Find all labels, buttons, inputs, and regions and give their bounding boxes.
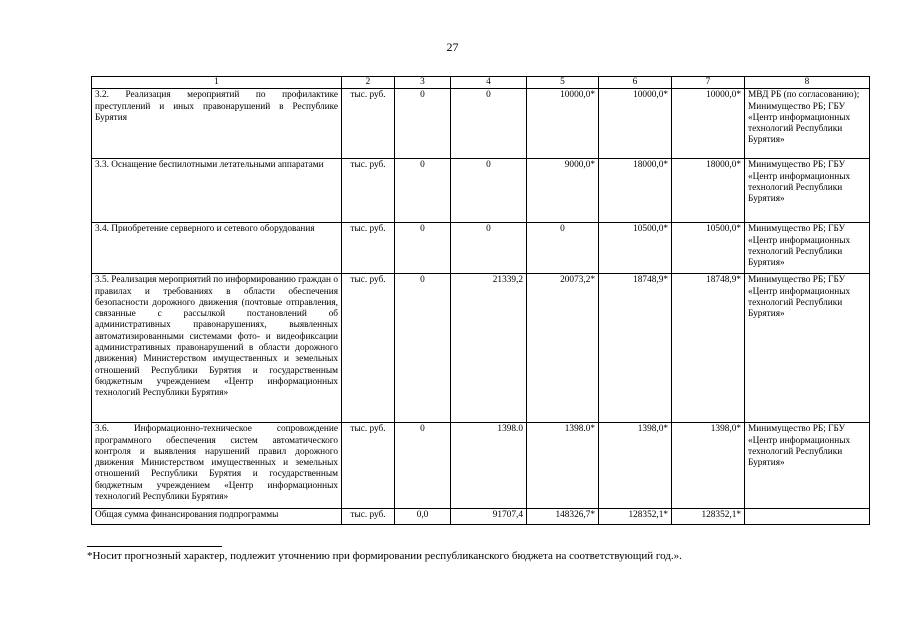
responsible-cell: МВД РБ (по согласованию); Минимущество РБ; ГБУ «Центр информационных технологий Республики Бурятия» bbox=[745, 89, 870, 159]
unit-cell: тыс. руб. bbox=[342, 423, 395, 509]
responsible-cell: Минимущество РБ; ГБУ «Центр информационных технологий Республики Бурятия» bbox=[745, 159, 870, 223]
measure-description: 3.5. Реализация мероприятий по информированию граждан о правилах и требованиях в области обеспечения безопасности дорожного движения (почтовые отправления, связанные с рассылкой постановлений об административных правонарушениях, выявленных автоматизированными системами фото- и видеофиксации административных правонарушений в области дорожного движения) Министерством имущественных и земельных отношений Республики Бурятия и государственным бюджетным учреждением «Центр информационных технологий Республики Бурятия» bbox=[92, 274, 342, 423]
value-cell: 18000,0* bbox=[672, 159, 745, 223]
value-cell: 18000,0* bbox=[599, 159, 672, 223]
value-cell: 0 bbox=[395, 274, 451, 423]
value-cell: 10000,0* bbox=[672, 89, 745, 159]
value-cell: 18748,9* bbox=[599, 274, 672, 423]
footnote: *Носит прогнозный характер, подлежит уточнению при формировании республиканского бюджета на соответствующий год.». bbox=[87, 550, 682, 562]
total-row bbox=[92, 509, 870, 525]
measure-description: 3.3. Оснащение беспилотными летательными аппаратами bbox=[92, 159, 342, 223]
value-cell: 10500,0* bbox=[672, 223, 745, 274]
unit-cell: тыс. руб. bbox=[342, 274, 395, 423]
value-cell: 1398.0* bbox=[527, 423, 599, 509]
measure-description: 3.2. Реализация мероприятий по профилактике преступлений и иных правонарушений в Республике Бурятия bbox=[92, 89, 342, 159]
value-cell: 0 bbox=[527, 223, 599, 274]
column-header: 1 bbox=[92, 77, 342, 89]
column-header: 3 bbox=[395, 77, 451, 89]
value-cell: 0 bbox=[395, 159, 451, 223]
value-cell: 10500,0* bbox=[599, 223, 672, 274]
value-cell: 18748,9* bbox=[672, 274, 745, 423]
measure-description: 3.6. Информационно-техническое сопровождение программного обеспечения систем автоматического контроля и выявления нарушений правил дорожного движения Министерством имущественных и земельных отношений Республики Бурятия и государственным бюджетным учреждением «Центр информационных технологий Республики Бурятия» bbox=[92, 423, 342, 509]
value-cell: 10000,0* bbox=[527, 89, 599, 159]
value-cell: 128352,1* bbox=[672, 509, 745, 525]
responsible-cell: Минимущество РБ; ГБУ «Центр информационных технологий Республики Бурятия» bbox=[745, 223, 870, 274]
footnote-divider bbox=[87, 546, 222, 547]
unit-cell: тыс. руб. bbox=[342, 159, 395, 223]
column-header: 4 bbox=[451, 77, 527, 89]
table-row bbox=[92, 223, 870, 274]
column-header: 8 bbox=[745, 77, 870, 89]
header-row bbox=[92, 77, 870, 89]
column-header: 2 bbox=[342, 77, 395, 89]
value-cell: 21339,2 bbox=[451, 274, 527, 423]
value-cell: 0 bbox=[395, 89, 451, 159]
column-header: 6 bbox=[599, 77, 672, 89]
value-cell: 9000,0* bbox=[527, 159, 599, 223]
value-cell: 91707,4 bbox=[451, 509, 527, 525]
column-header: 7 bbox=[672, 77, 745, 89]
value-cell: 1398,0* bbox=[599, 423, 672, 509]
table-row bbox=[92, 274, 870, 423]
value-cell: 148326,7* bbox=[527, 509, 599, 525]
funding-table bbox=[91, 76, 870, 525]
responsible-cell bbox=[745, 509, 870, 525]
total-label: Общая сумма финансирования подпрограммы bbox=[92, 509, 342, 525]
value-cell: 10000,0* bbox=[599, 89, 672, 159]
responsible-cell: Минимущество РБ; ГБУ «Центр информационных технологий Республики Бурятия» bbox=[745, 423, 870, 509]
column-header: 5 bbox=[527, 77, 599, 89]
measure-description: 3.4. Приобретение серверного и сетевого оборудования bbox=[92, 223, 342, 274]
value-cell: 0 bbox=[451, 89, 527, 159]
value-cell: 20073,2* bbox=[527, 274, 599, 423]
page-number: 27 bbox=[446, 40, 459, 54]
value-cell: 1398.0 bbox=[451, 423, 527, 509]
table-row bbox=[92, 159, 870, 223]
value-cell: 0 bbox=[395, 223, 451, 274]
unit-cell: тыс. руб. bbox=[342, 89, 395, 159]
value-cell: 0 bbox=[451, 159, 527, 223]
value-cell: 128352,1* bbox=[599, 509, 672, 525]
value-cell: 1398,0* bbox=[672, 423, 745, 509]
unit-cell: тыс. руб. bbox=[342, 223, 395, 274]
table-row bbox=[92, 423, 870, 509]
value-cell: 0 bbox=[395, 423, 451, 509]
unit-cell: тыс. руб. bbox=[342, 509, 395, 525]
table-row bbox=[92, 89, 870, 159]
value-cell: 0,0 bbox=[395, 509, 451, 525]
value-cell: 0 bbox=[451, 223, 527, 274]
responsible-cell: Минимущество РБ; ГБУ «Центр информационных технологий Республики Бурятия» bbox=[745, 274, 870, 423]
